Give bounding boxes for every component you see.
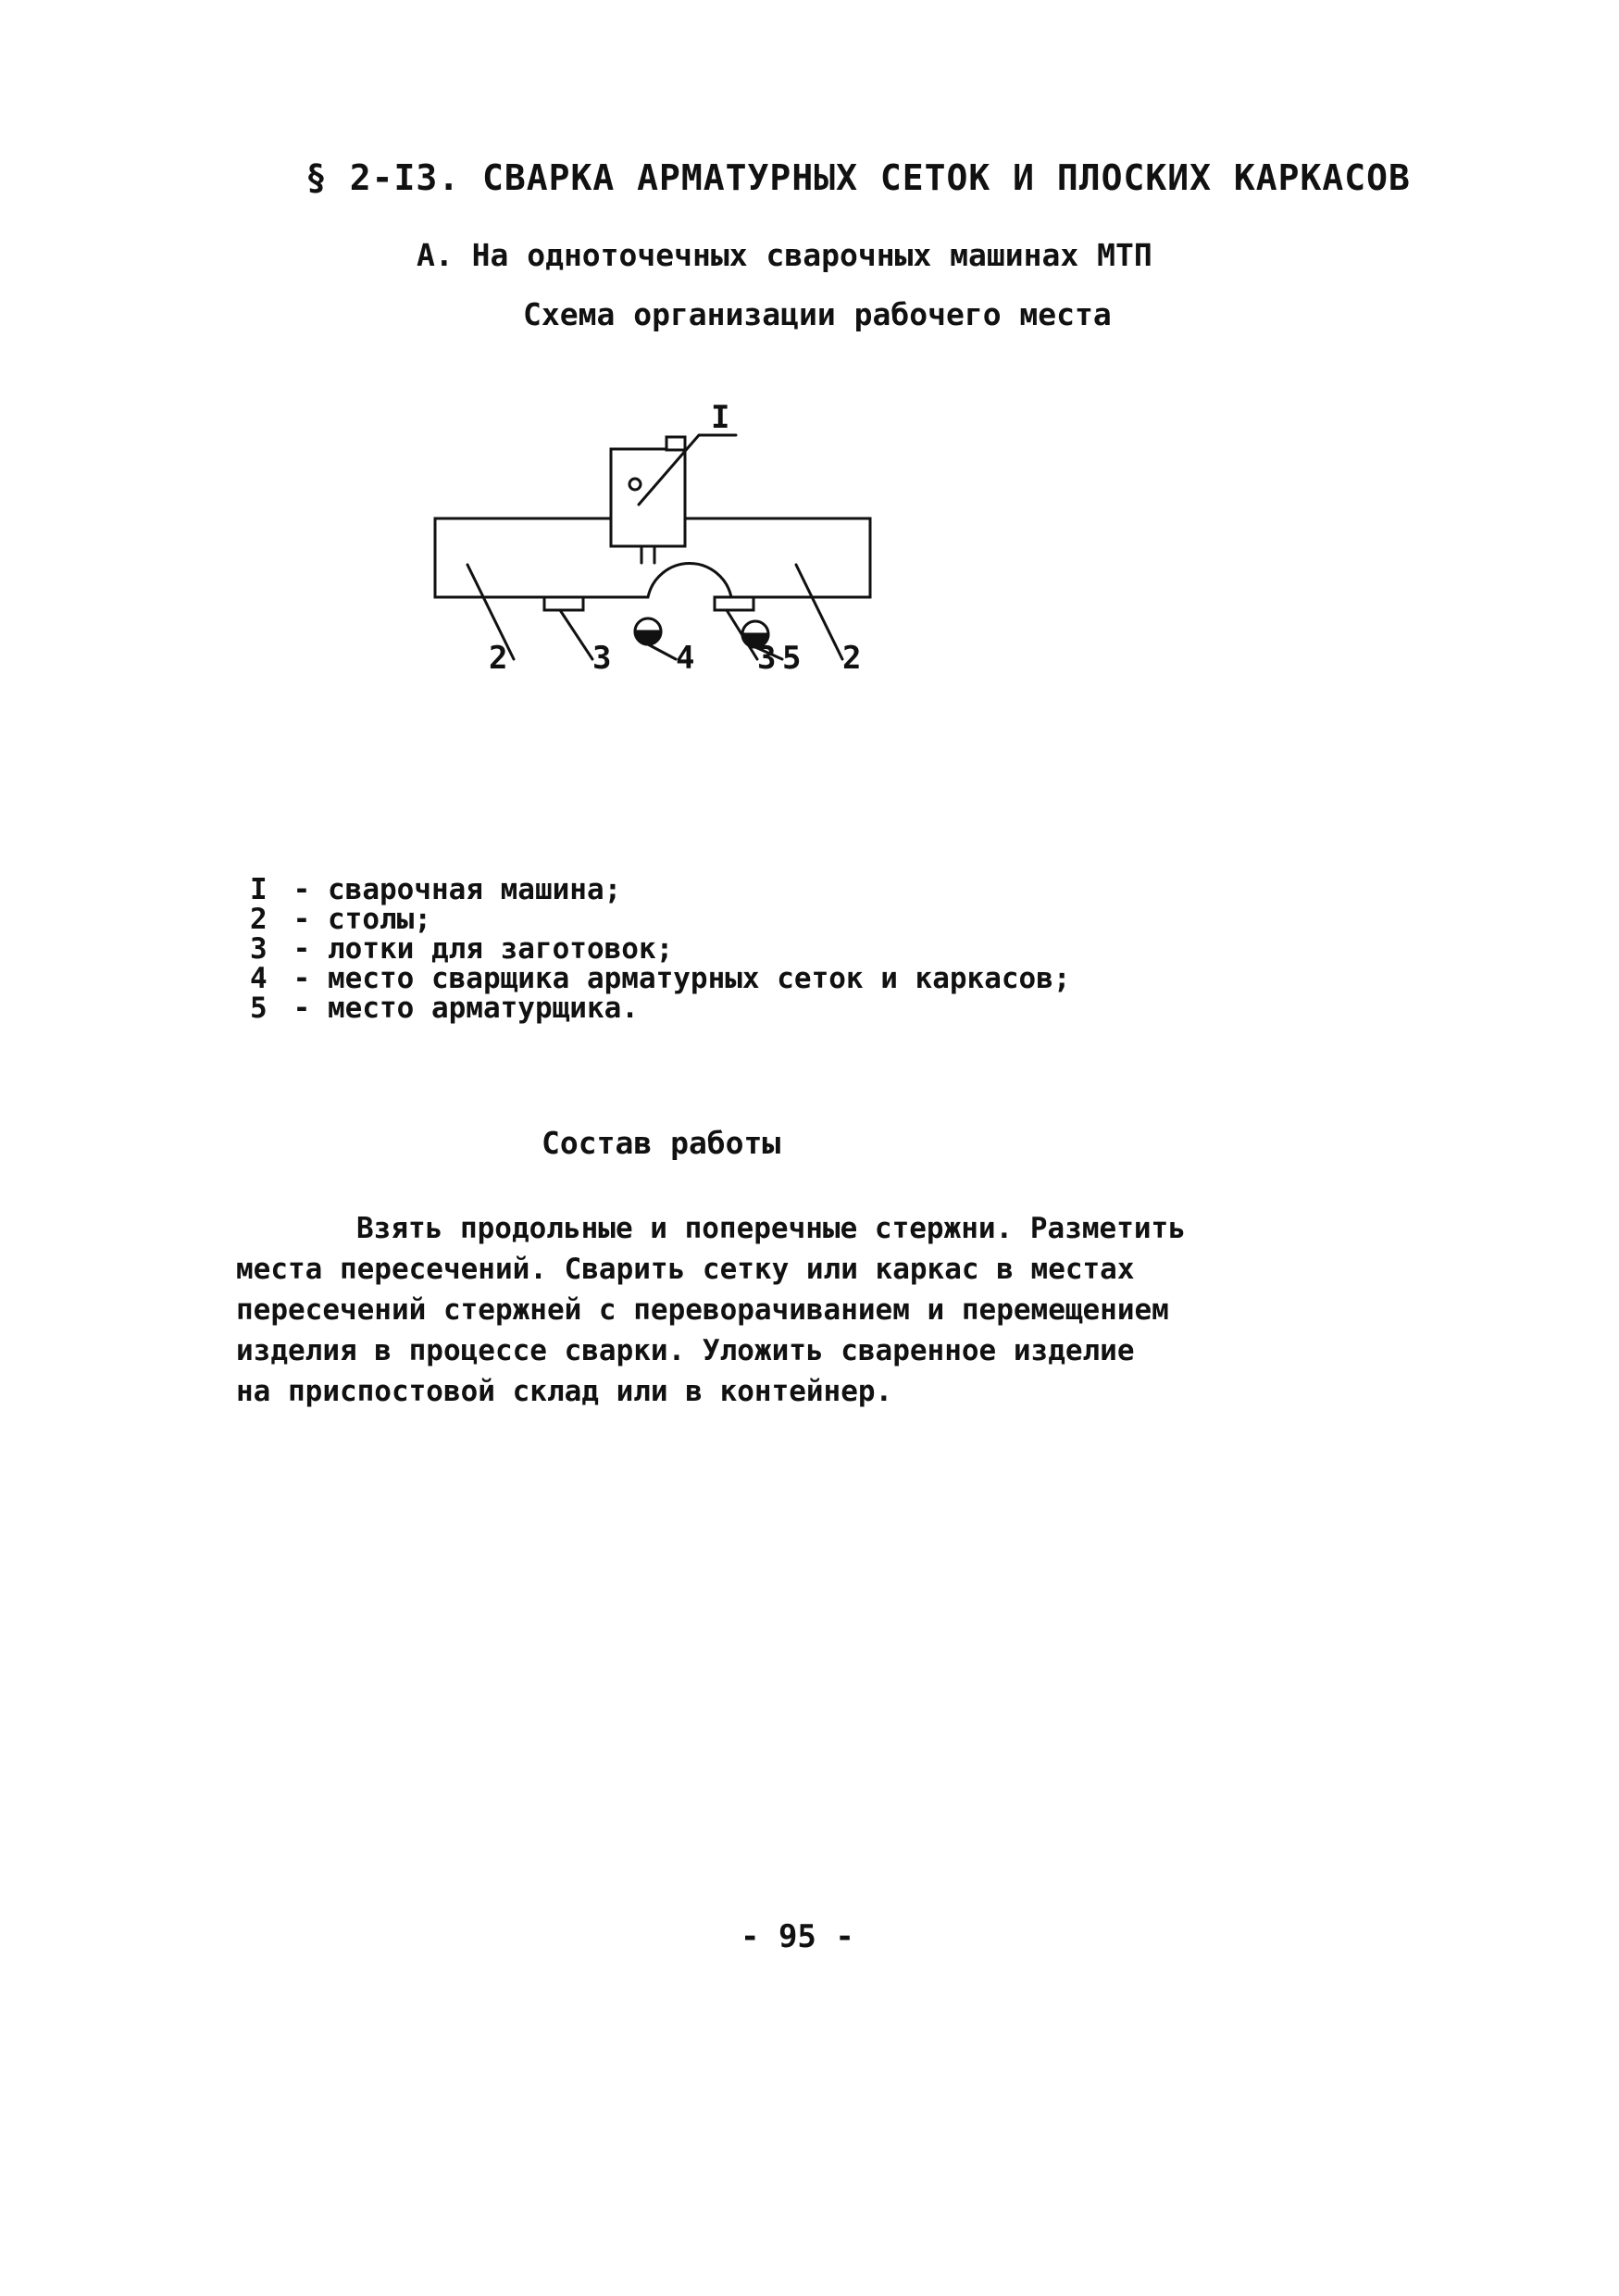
legend-item bbox=[250, 875, 1361, 905]
legend-text: - лотки для заготовок; bbox=[293, 932, 674, 966]
legend-text: - столы; bbox=[293, 903, 431, 936]
legend-item bbox=[250, 993, 1361, 1023]
legend-number: 4 bbox=[250, 962, 268, 995]
label-fitter-place: 5 bbox=[782, 640, 802, 677]
legend-number: 3 bbox=[250, 932, 268, 966]
leader-welder bbox=[648, 644, 676, 659]
work-line: на приспостовой склад или в контейнер. bbox=[236, 1375, 893, 1408]
legend-text: - сварочная машина; bbox=[293, 873, 622, 906]
legend-text: - место арматурщика. bbox=[293, 992, 639, 1025]
work-composition-text bbox=[236, 1208, 1301, 1412]
label-welder-place: 4 bbox=[676, 640, 695, 677]
work-line: места пересечений. Сварить сетку или каркас в местах bbox=[236, 1253, 1135, 1286]
welding-machine-knob bbox=[666, 437, 685, 450]
workplace-diagram bbox=[407, 370, 963, 722]
legend-text: - место сварщика арматурных сеток и каркасов; bbox=[293, 962, 1071, 995]
leader-tray-left bbox=[560, 610, 592, 659]
label-tray-right: 3 bbox=[757, 640, 777, 677]
label-tray-left: 3 bbox=[592, 640, 612, 677]
work-line: изделия в процессе сварки. Уложить сваренное изделие bbox=[236, 1334, 1135, 1367]
tray-left bbox=[544, 597, 583, 610]
diagram-legend bbox=[250, 875, 1361, 1023]
legend-item bbox=[250, 934, 1361, 964]
page-number: - 95 - bbox=[741, 1918, 854, 1955]
welder-position-shading bbox=[635, 631, 661, 644]
tray-right bbox=[715, 597, 753, 610]
work-line: пересечений стержней с переворачиванием и перемещением bbox=[236, 1293, 1169, 1327]
legend-number: 5 bbox=[250, 992, 268, 1025]
section-title: § 2-I3. СВАРКА АРМАТУРНЫХ СЕТОК И ПЛОСКИХ КАРКАСОВ bbox=[305, 157, 1411, 198]
legend-number: I bbox=[250, 873, 268, 906]
legend-number: 2 bbox=[250, 903, 268, 936]
label-table-right: 2 bbox=[842, 640, 862, 677]
label-machine: I bbox=[711, 399, 730, 436]
subsection-title: А. На одноточечных сварочных машинах МТП bbox=[417, 237, 1152, 273]
label-table-left: 2 bbox=[489, 640, 508, 677]
work-composition-heading: Состав работы bbox=[542, 1125, 781, 1161]
work-line: Взять продольные и поперечные стержни. Разметить bbox=[356, 1212, 1186, 1245]
scheme-caption: Схема организации рабочего места bbox=[523, 296, 1112, 332]
legend-item bbox=[250, 964, 1361, 993]
legend-item bbox=[250, 905, 1361, 934]
